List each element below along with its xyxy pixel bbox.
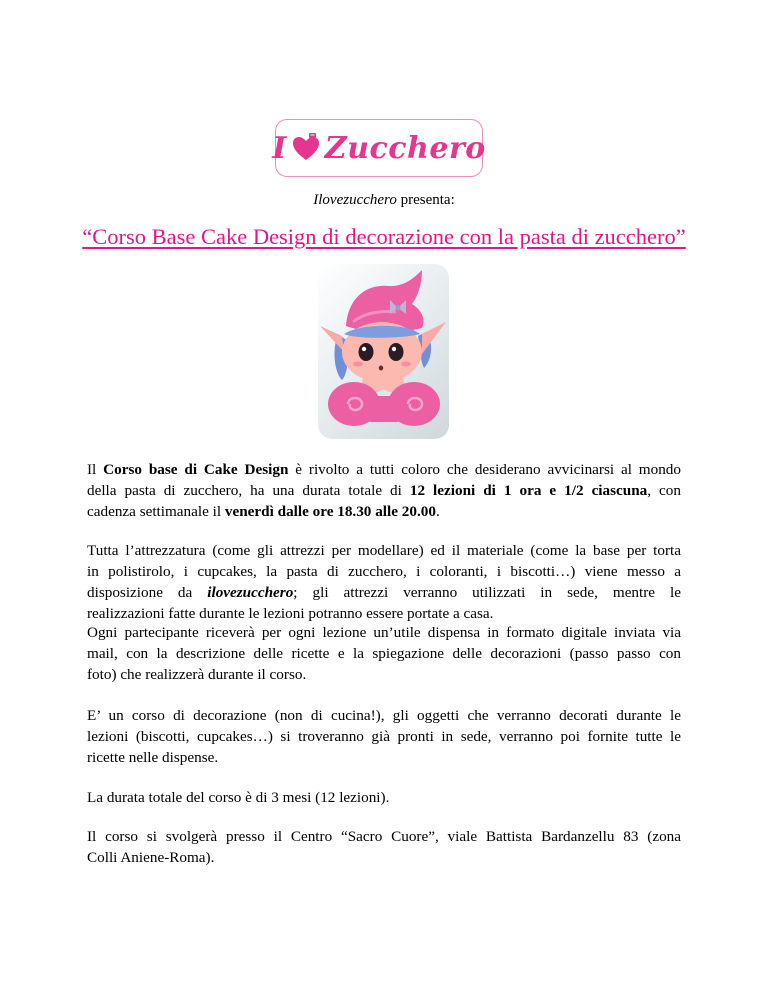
paragraph-location bbox=[87, 826, 681, 868]
p1-schedule: venerdì dalle ore 18.30 alle 20.00 bbox=[224, 503, 436, 520]
p2-text-b: ; gli attrezzi verranno utilizzati in sede, mentre le bbox=[293, 584, 681, 601]
p3-line-2: mail, con la descrizione delle ricette e la spiegazione delle decorazioni (passo passo con bbox=[87, 645, 681, 662]
p1-text-f: . bbox=[435, 503, 440, 520]
p4-line-3: ricette nelle dispense. bbox=[87, 749, 219, 766]
p1-line-1 bbox=[87, 459, 681, 480]
p4-line-1: E’ un corso di decorazione (non di cucina!), gli oggetti che verranno decorati durante le bbox=[87, 707, 681, 724]
p2-line-2: in polistirolo, i cupcakes, la pasta di zucchero, i coloranti, i biscotti…) viene messo a bbox=[87, 563, 681, 580]
course-title: “Corso Base Cake Design di decorazione con la pasta di zucchero” bbox=[82, 224, 686, 249]
paragraph-intro bbox=[87, 459, 681, 522]
p1-lessons: 12 lezioni di 1 ora e 1/2 ciascuna bbox=[409, 482, 648, 499]
presenta-text: presenta: bbox=[396, 192, 455, 208]
paragraph-duration bbox=[87, 787, 681, 808]
p2-line-3 bbox=[87, 582, 681, 603]
logo-letter-i: I bbox=[272, 130, 287, 166]
p2-brand: ilovezucchero bbox=[207, 584, 294, 601]
p1-text-e: cadenza settimanale il bbox=[87, 503, 225, 520]
p1-line-3 bbox=[87, 501, 681, 522]
elf-figure-photo bbox=[318, 264, 449, 439]
p2-line-1: Tutta l’attrezzatura (come gli attrezzi per modellare) ed il materiale (come la base per torta bbox=[87, 542, 681, 559]
p1-course-name: Corso base di Cake Design bbox=[103, 461, 289, 478]
heart-cake-icon bbox=[291, 133, 321, 163]
p5-line-1: La durata totale del corso è di 3 mesi (12 lezioni). bbox=[87, 789, 390, 806]
p1-text-a: Il bbox=[87, 461, 104, 478]
paragraph-decoration bbox=[87, 705, 681, 768]
p1-text-c: della pasta di zucchero, ha una durata totale di bbox=[87, 482, 410, 499]
p6-line-1: Il corso si svolgerà presso il Centro “Sacro Cuore”, viale Battista Bardanzellu 83 (zona bbox=[87, 828, 681, 845]
p3-line-1: Ogni partecipante riceverà per ogni lezione un’utile dispensa in formato digitale inviata via bbox=[87, 624, 681, 641]
brand-name: Ilovezucchero bbox=[313, 192, 397, 208]
p1-line-2 bbox=[87, 480, 681, 501]
p1-text-b: è rivolto a tutti coloro che desiderano avvicinarsi al mondo bbox=[288, 461, 681, 478]
paragraph-handout bbox=[87, 622, 681, 685]
p4-line-2: lezioni (biscotti, cupcakes…) si troveranno già pronti in sede, verranno poi fornite tutte le bbox=[87, 728, 681, 745]
logo-wordmark bbox=[272, 131, 486, 166]
p2-line-4: realizzazioni fatte durante le lezioni potranno essere portate a casa. bbox=[87, 605, 494, 622]
p3-line-3: foto) che realizzerà durante il corso. bbox=[87, 666, 307, 683]
paragraph-equipment bbox=[87, 540, 681, 624]
sugar-paste-elf-image bbox=[318, 264, 449, 439]
p1-text-d: , con bbox=[647, 482, 681, 499]
logo-word: Zucchero bbox=[324, 130, 486, 166]
p2-text-a: disposizione da bbox=[87, 584, 208, 601]
ilovezucchero-logo bbox=[272, 119, 486, 177]
p6-line-2: Colli Aniene-Roma). bbox=[87, 849, 215, 866]
presenta-line bbox=[0, 192, 768, 209]
